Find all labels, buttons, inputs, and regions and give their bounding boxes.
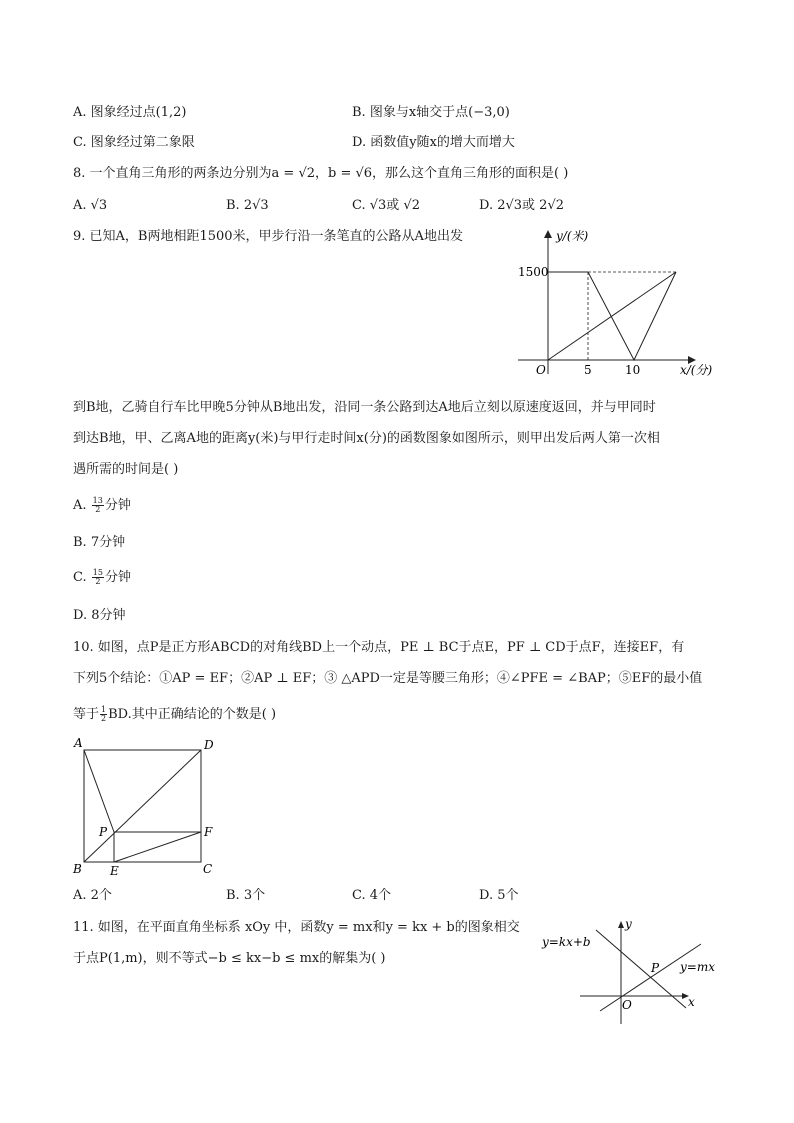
q9-option-a: A. $\frac{13}{2}$ 分钟	[73, 496, 131, 514]
q9-line-jia	[548, 272, 676, 360]
q9-line1: 9. 已知A，B两地相距1500米，甲步行沿一条笔直的公路从A地出发	[73, 229, 463, 244]
q10-square-figure	[70, 735, 225, 878]
q11-line2: 于点P(1,m)，则不等式−b ≤ kx−b ≤ mx的解集为( )	[73, 951, 386, 966]
q7-option-d: D. 函数值y随x的增大而增大	[352, 135, 515, 150]
q9-line3: 到达B地，甲、乙离A地的距离y(米)与甲行走时间x(分)的函数图象如图所示，则甲出发后两人第一次相	[73, 431, 660, 446]
q11-graph	[538, 916, 728, 1028]
q10-diagonal-bd	[84, 750, 201, 862]
q9-y-axis-arrow	[544, 230, 552, 238]
q9-option-a-fraction: $\frac{13}{2}$	[92, 496, 103, 514]
q9-option-c: C. $\frac{15}{2}$ 分钟	[73, 568, 131, 586]
q9-option-c-fraction: $\frac{15}{2}$	[92, 568, 103, 586]
q8-option-a: A. √3	[73, 198, 108, 213]
q9-option-d: D. 8分钟	[73, 608, 126, 623]
q10-label-f: F	[204, 825, 213, 839]
q9-line4: 遇所需的时间是( )	[73, 462, 179, 477]
q9-line-yi	[588, 272, 676, 360]
q9-option-b: B. 7分钟	[73, 535, 126, 550]
q10-option-a: A. 2个	[73, 888, 112, 903]
q10-option-c: C. 4个	[352, 888, 392, 903]
q11-x-label: x	[688, 995, 695, 1009]
q9-x-tick-5: 5	[584, 363, 592, 377]
q10-label-p: P	[99, 825, 108, 839]
q9-x-label: x/(分)	[680, 363, 713, 377]
q9-line2: 到B地，乙骑自行车比甲晚5分钟从B地出发，沿同一条公路到达A地后立刻以原速度返回，并与甲同时	[73, 400, 656, 415]
q10-label-e: E	[110, 864, 119, 878]
q10-option-d: D. 5个	[479, 888, 519, 903]
q7-option-c: C. 图象经过第二象限	[73, 135, 195, 150]
q11-label-kxb: y=kx+b	[542, 935, 591, 949]
q9-origin: O	[536, 363, 546, 377]
q10-fraction: $\frac{1}{2}$	[101, 705, 107, 723]
q9-x-tick-10: 10	[625, 363, 641, 377]
q8-stem: 8. 一个直角三角形的两条边分别为a = √2，b = √6，那么这个直角三角形的面积是( )	[73, 166, 569, 181]
q10-line3: 等于 $\frac{1}{2}$ BD.其中正确结论的个数是( )	[73, 705, 277, 723]
q11-point-p: P	[651, 961, 660, 975]
q7-option-a: A. 图象经过点(1,2)	[73, 105, 187, 120]
q10-label-b: B	[73, 862, 82, 876]
q10-label-d: D	[204, 738, 214, 752]
q11-line-mx	[600, 944, 701, 1011]
q9-y-label: y/(米)	[556, 229, 589, 243]
q10-option-b: B. 3个	[226, 888, 266, 903]
q11-origin: O	[622, 998, 632, 1012]
q7-option-b: B. 图象与x轴交于点(−3,0)	[352, 105, 510, 120]
q8-option-b: B. 2√3	[226, 198, 269, 213]
q11-y-axis-arrow	[618, 921, 624, 928]
q8-option-c: C. √3或 √2	[352, 198, 420, 213]
q10-label-a: A	[74, 736, 83, 750]
q11-line1: 11. 如图，在平面直角坐标系 xOy 中，函数y = mx和y = kx + b的图象相交	[73, 920, 520, 935]
q9-y-tick-1500: 1500	[518, 265, 549, 279]
q11-y-label: y	[625, 917, 632, 931]
q10-line2: 下列5个结论：①AP = EF；②AP ⊥ EF；③ △APD一定是等腰三角形；④∠PFE = ∠BAP；⑤EF的最小值	[73, 671, 703, 686]
q10-segment-ef	[114, 832, 201, 862]
q10-line1: 10. 如图，点P是正方形ABCD的对角线BD上一个动点，PE ⊥ BC于点E，PF ⊥ CD于点F，连接EF，有	[73, 640, 685, 655]
q11-label-mx: y=mx	[680, 960, 715, 974]
q8-option-d: D. 2√3或 2√2	[479, 198, 565, 213]
q9-distance-time-graph	[510, 226, 725, 378]
q10-segment-ap	[84, 750, 114, 832]
q10-label-c: C	[203, 862, 213, 876]
